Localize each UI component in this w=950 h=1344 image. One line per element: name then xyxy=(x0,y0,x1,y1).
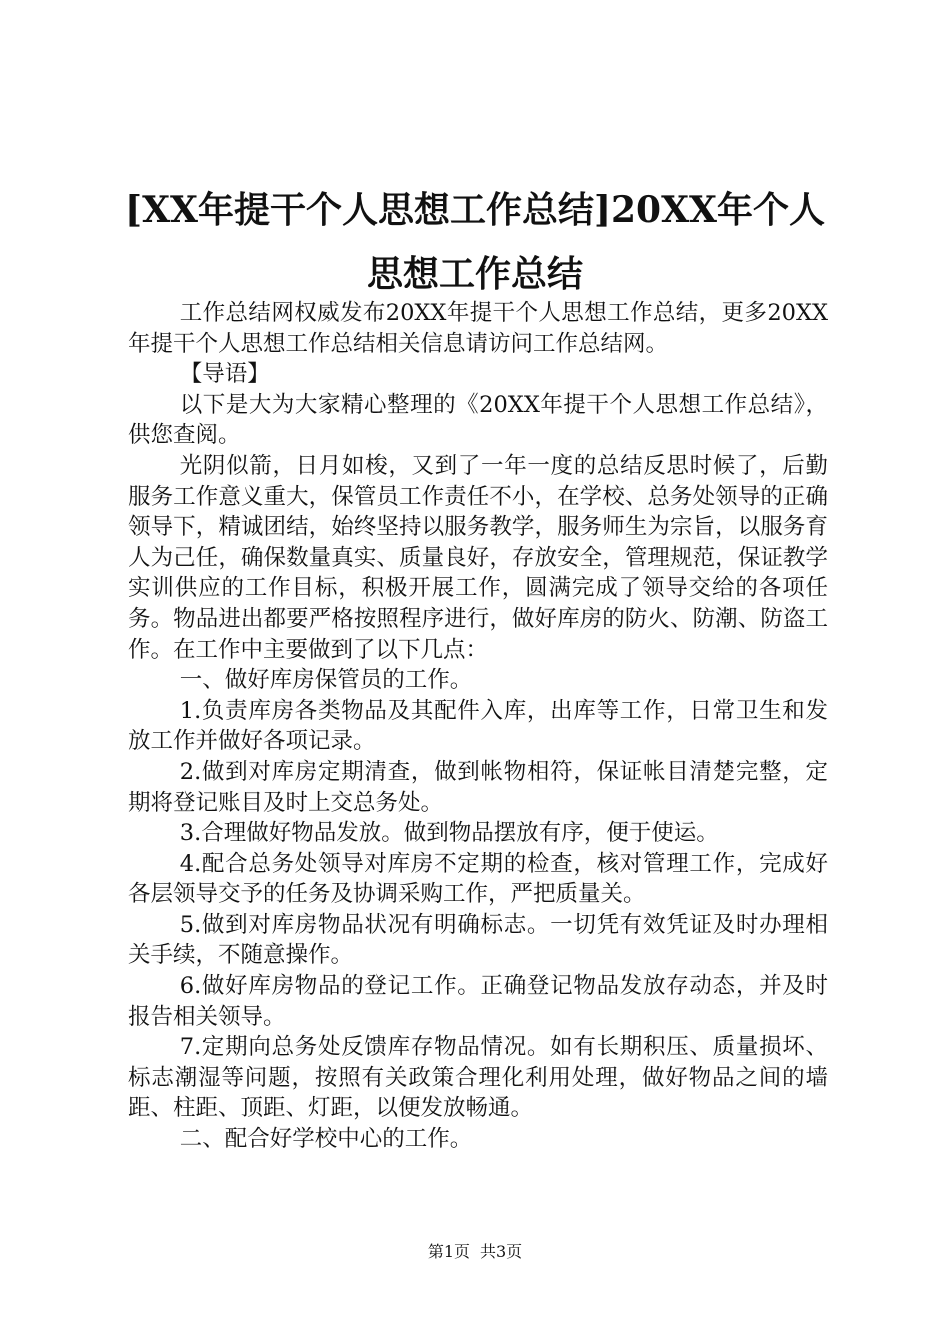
paragraph-main: 光阴似箭，日月如梭，又到了一年一度的总结反思时候了，后勤服务工作意义重大，保管员工作责任不小，在学校、总务处领导的正确领导下，精诚团结，始终坚持以服务教学，服务师生为宗旨，以服务育人为己任，确保数量真实、质量良好，存放安全，管理规范，保证教学实训供应的工作目标，积极开展工作，圆满完成了领导交给的各项任务。物品进出都要严格按照程序进行，做好库房的防火、防潮、防盗工作。在工作中主要做到了以下几点： xyxy=(128,452,828,663)
page-total: 共3页 xyxy=(480,1242,523,1261)
list-item-1: 1.负责库房各类物品及其配件入库，出库等工作，日常卫生和发放工作并做好各项记录。 xyxy=(128,697,828,755)
list-item-6: 6.做好库房物品的登记工作。正确登记物品发放存动态，并及时报告相关领导。 xyxy=(128,973,828,1030)
paragraph-intro: 工作总结网权威发布20XX年提干个人思想工作总结，更多20XX年提干个人思想工作总结相关信息请访问工作总结网。 xyxy=(128,300,828,357)
list-item-3: 3.合理做好物品发放。做到物品摆放有序，便于使运。 xyxy=(179,820,719,847)
section-heading-1: 一、做好库房保管员的工作。 xyxy=(179,667,473,694)
list-item-7: 7.定期向总务处反馈库存物品情况。如有长期积压、质量损坏、标志潮湿等问题，按照有关政策合理化利用处理，做好物品之间的墙距、柱距、顶距、灯距，以便发放畅通。 xyxy=(128,1034,828,1122)
list-item-5: 5.做到对库房物品状况有明确标志。一切凭有效凭证及时办理相关手续，不随意操作。 xyxy=(128,911,828,969)
list-item-4: 4.配合总务处领导对库房不定期的检查，核对管理工作，完成好各层领导交予的任务及协调采购工作，严把质量关。 xyxy=(128,850,828,908)
paragraph-lead-heading: 【导语】 xyxy=(179,361,270,388)
document-body xyxy=(128,298,828,1155)
page-footer xyxy=(0,1242,950,1262)
page-number: 第1页 xyxy=(427,1242,470,1261)
section-heading-2: 二、配合好学校中心的工作。 xyxy=(179,1126,473,1153)
paragraph-lead: 以下是大为大家精心整理的《20XX年提干个人思想工作总结》，供您查阅。 xyxy=(128,391,828,449)
list-item-2: 2.做到对库房定期清查，做到帐物相符，保证帐目清楚完整，定期将登记账目及时上交总务处。 xyxy=(128,758,828,816)
document-title: [XX年提干个人思想工作总结]20XX年个人思想工作总结 xyxy=(125,189,825,295)
